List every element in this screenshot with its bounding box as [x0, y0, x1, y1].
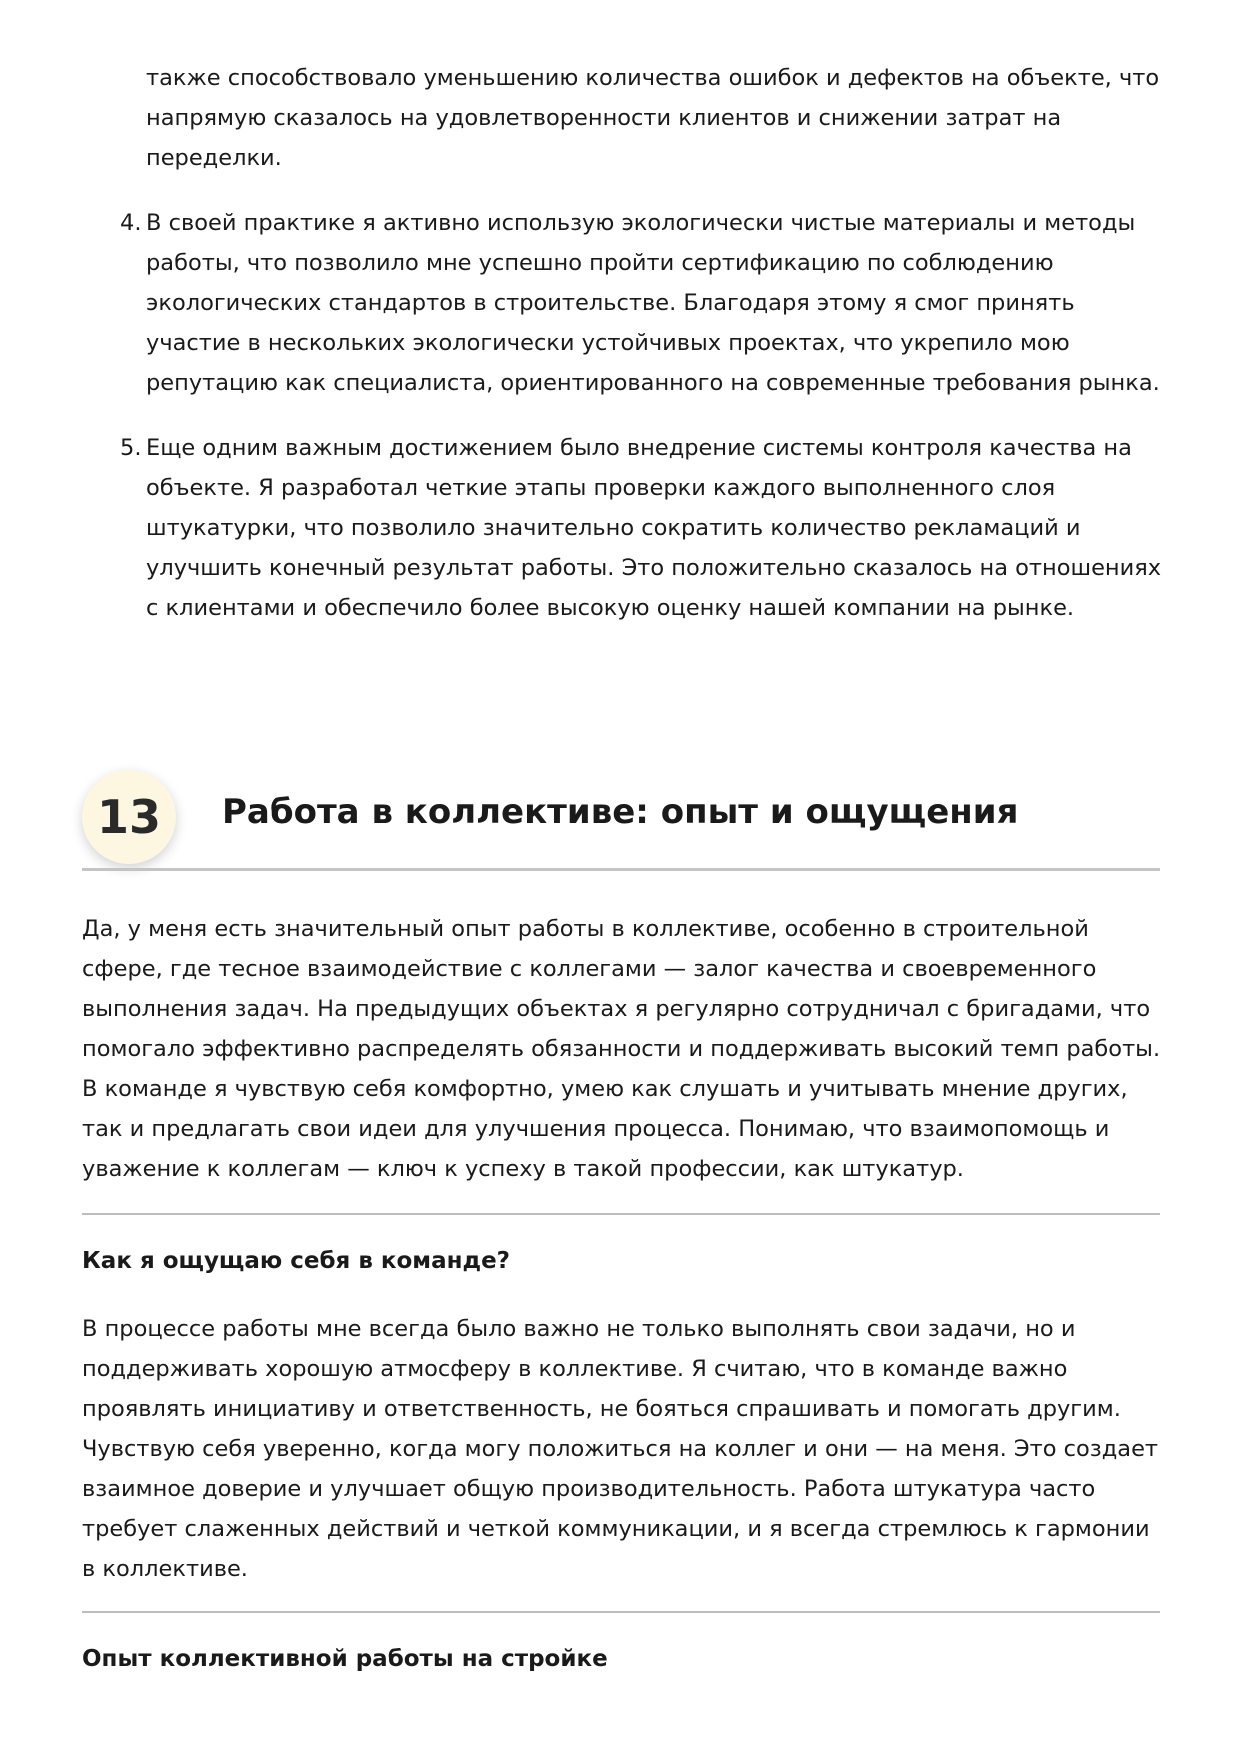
section-intro-paragraph: Да, у меня есть значительный опыт работы в коллективе, особенно в строительной сфере, где тесное взаимодействие с коллегами — залог качества и своевременного выполнения задач. На предыдущих объектах я регулярно сотрудничал с бригадами, что помогало эффективно распределять обязанности и поддерживать высокий темп работы. В команде я чувствую себя комфортно, умею как слушать и учитывать мнение других, так и предлагать свои идеи для улучшения процесса. Понимаю, что взаимопомощь и уважение к коллегам — ключ к успеху в такой профессии, как штукатур. [82, 916, 1161, 1182]
list-item [120, 428, 1170, 628]
list-item-text: Еще одним важным достижением было внедрение системы контроля качества на объекте. Я разработал четкие этапы проверки каждого выполненного слоя штукатурки, что позволило значительно сократить количество рекламаций и улучшить конечный результат работы. Это положительно сказалось на отношениях с клиентами и обеспечило более высокую оценку нашей компании на рынке. [146, 435, 1162, 621]
divider [82, 1611, 1160, 1613]
divider [82, 1213, 1160, 1215]
section-title: Работа в коллективе: опыт и ощущения [222, 792, 1019, 832]
section-header [82, 770, 1160, 870]
subsection-paragraph: В процессе работы мне всегда было важно не только выполнять свои задачи, но и поддерживать хорошую атмосферу в коллективе. Я считаю, что в команде важно проявлять инициативу и ответственность, не бояться спрашивать и помогать другим. Чувствую себя уверенно, когда могу положиться на коллег и они — на меня. Это создает взаимное доверие и улучшает общую производительность. Работа штукатура часто требует слаженных действий и четкой коммуникации, и я всегда стремлюсь к гармонии в коллективе. [82, 1316, 1159, 1582]
list-item [120, 203, 1170, 403]
subsection-heading: Опыт коллективной работы на стройке [82, 1646, 608, 1672]
list-item-text: также способствовало уменьшению количества ошибок и дефектов на объекте, что напрямую сказалось на удовлетворенности клиентов и снижении затрат на переделки. [146, 65, 1160, 171]
achievements-list [120, 58, 1170, 653]
list-item-continuation [120, 58, 1170, 178]
list-item-number: 4. [120, 210, 142, 236]
subsection-heading: Как я ощущаю себя в команде? [82, 1248, 511, 1274]
section-number-badge: 13 [82, 770, 176, 864]
section-divider [82, 868, 1160, 871]
list-item-number: 5. [120, 435, 142, 461]
list-item-text: В своей практике я активно использую экологически чистые материалы и методы работы, что позволило мне успешно пройти сертификацию по соблюдению экологических стандартов в строительстве. Благодаря этому я смог принять участие в нескольких экологически устойчивых проектах, что укрепило мою репутацию как специалиста, ориентированного на современные требования рынка. [146, 210, 1160, 396]
